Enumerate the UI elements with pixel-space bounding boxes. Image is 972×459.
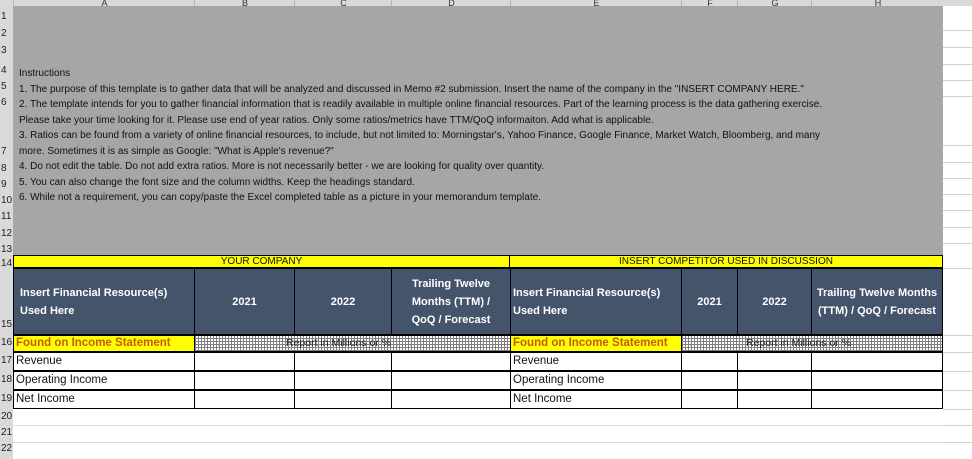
column-header-a[interactable]: A (13, 0, 195, 6)
right-cell[interactable] (681, 371, 738, 390)
right-section-label[interactable]: Found on Income Statement (510, 335, 682, 352)
left-ttm-header[interactable] (391, 268, 511, 335)
row-number[interactable]: 20 (1, 411, 13, 422)
instruction-line: 6. While not a requirement, you can copy/paste the Excel completed table as a picture in your memorandum template. (19, 192, 541, 203)
right-2022-header-text: 2022 (762, 295, 787, 308)
row-number[interactable]: 10 (1, 195, 13, 206)
right-cell[interactable] (737, 371, 812, 390)
row-header-bar (0, 6, 13, 459)
row-number[interactable]: 1 (1, 11, 7, 22)
row-number[interactable]: 6 (1, 97, 7, 108)
right-resource-header-text: Insert Financial Resource(s) Used Here (513, 286, 661, 317)
your-company-header[interactable]: YOUR COMPANY (13, 255, 510, 268)
right-2021-header-text: 2021 (697, 295, 722, 308)
row-number[interactable]: 13 (1, 244, 13, 255)
instruction-line: 2. The template intends for you to gather financial information that is readily available in multiple online financial resources. Part of the learning process is the data gathering exercise. (19, 99, 823, 110)
right-row-label-operating-income[interactable]: Operating Income (510, 371, 682, 390)
right-cell[interactable] (811, 371, 943, 390)
right-cell[interactable] (737, 352, 812, 371)
right-ttm-header-text: Trailing Twelve Months (TTM) / QoQ / Forecast (816, 286, 938, 317)
left-cell[interactable] (391, 390, 511, 409)
left-row-label-revenue[interactable]: Revenue (13, 352, 195, 371)
right-row-label-net-income[interactable]: Net Income (510, 390, 682, 409)
row-number[interactable]: 18 (1, 374, 13, 385)
left-cell[interactable] (391, 352, 511, 371)
row-number[interactable]: 12 (1, 228, 13, 239)
row-number[interactable]: 2 (1, 28, 7, 39)
competitor-header[interactable]: INSERT COMPETITOR USED IN DISCUSSION (509, 255, 943, 268)
instructions-text (19, 66, 939, 206)
row-number[interactable]: 21 (1, 427, 13, 438)
row-number[interactable]: 19 (1, 393, 13, 404)
left-section-label[interactable]: Found on Income Statement (13, 335, 195, 352)
instruction-line: 3. Ratios can be found from a variety of online financial resources, to include, but not limited to: Morningstar's, Yahoo Finance, Google Finance, Market Watch, Bloomberg, and many (19, 130, 821, 141)
row-number[interactable]: 5 (1, 81, 7, 92)
row-number[interactable]: 14 (1, 258, 13, 269)
right-cell[interactable] (811, 352, 943, 371)
left-cell[interactable] (194, 371, 295, 390)
right-resource-header[interactable] (510, 268, 682, 335)
right-report-note[interactable] (681, 335, 943, 352)
column-header-d[interactable]: D (391, 0, 511, 6)
right-2021-header[interactable] (681, 268, 738, 335)
row-number[interactable]: 8 (1, 163, 7, 174)
instruction-line: 5. You can also change the font size and the column widths. Keep the headings standard. (19, 176, 415, 188)
left-resource-header-text: Insert Financial Resource(s) Used Here (20, 286, 168, 317)
instructions-heading: Instructions (19, 68, 71, 79)
right-2022-header[interactable] (737, 268, 812, 335)
left-row-label-operating-income[interactable]: Operating Income (13, 371, 195, 390)
column-header-b[interactable]: B (194, 0, 295, 6)
right-cell[interactable] (681, 352, 738, 371)
instruction-line: Please take your time looking for it. Please use end of year ratios. Only some ratios/metrics have TTM/QoQ informaiton. Add what is applicable. (19, 114, 654, 126)
left-2021-header-text: 2021 (232, 295, 257, 308)
left-resource-header[interactable] (13, 268, 195, 335)
left-cell[interactable] (194, 352, 295, 371)
left-report-note-text: Report in Millions or % (286, 337, 392, 349)
row-number[interactable]: 22 (1, 443, 13, 454)
instruction-line: 1. The purpose of this template is to gather data that will be analyzed and discussed in Memo #2 submission. Insert the name of the company in the "INSERT COMPANY HERE." (19, 83, 804, 95)
row-number[interactable]: 4 (1, 65, 7, 76)
column-header-f[interactable]: F (681, 0, 738, 6)
left-cell[interactable] (294, 352, 392, 371)
left-2022-header-text: 2022 (330, 295, 356, 308)
row-number[interactable]: 16 (1, 337, 13, 348)
row-number[interactable]: 17 (1, 355, 13, 366)
instruction-line: more. Sometimes it is as simple as Google: "What is Apple's revenue?" (19, 145, 334, 157)
left-cell[interactable] (391, 371, 511, 390)
right-cell[interactable] (737, 390, 812, 409)
left-ttm-header-text: Trailing Twelve Months (TTM) / QoQ / Forecast (411, 277, 491, 326)
left-cell[interactable] (294, 371, 392, 390)
row-number[interactable]: 3 (1, 45, 7, 56)
row-number[interactable]: 9 (1, 179, 7, 190)
left-cell[interactable] (294, 390, 392, 409)
right-cell[interactable] (681, 390, 738, 409)
left-row-label-net-income[interactable]: Net Income (13, 390, 195, 409)
left-report-note[interactable] (194, 335, 511, 352)
left-cell[interactable] (194, 390, 295, 409)
column-header-h[interactable]: H (811, 0, 944, 6)
right-ttm-header[interactable] (811, 268, 943, 335)
column-header-g[interactable]: G (737, 0, 812, 6)
row-number[interactable]: 11 (1, 211, 12, 222)
left-2022-header[interactable] (294, 268, 392, 335)
right-row-label-revenue[interactable]: Revenue (510, 352, 682, 371)
row-number[interactable]: 7 (1, 146, 7, 157)
row-number[interactable]: 15 (1, 319, 13, 330)
column-header-c[interactable]: C (294, 0, 392, 6)
right-cell[interactable] (811, 390, 943, 409)
left-2021-header[interactable] (194, 268, 295, 335)
column-header-e[interactable]: E (510, 0, 682, 6)
instruction-line: 4. Do not edit the table. Do not add extra ratios. More is not necessarily better - we are looking for quality over quantity. (19, 161, 545, 172)
right-report-note-text: Report in Millions or % (746, 337, 852, 349)
